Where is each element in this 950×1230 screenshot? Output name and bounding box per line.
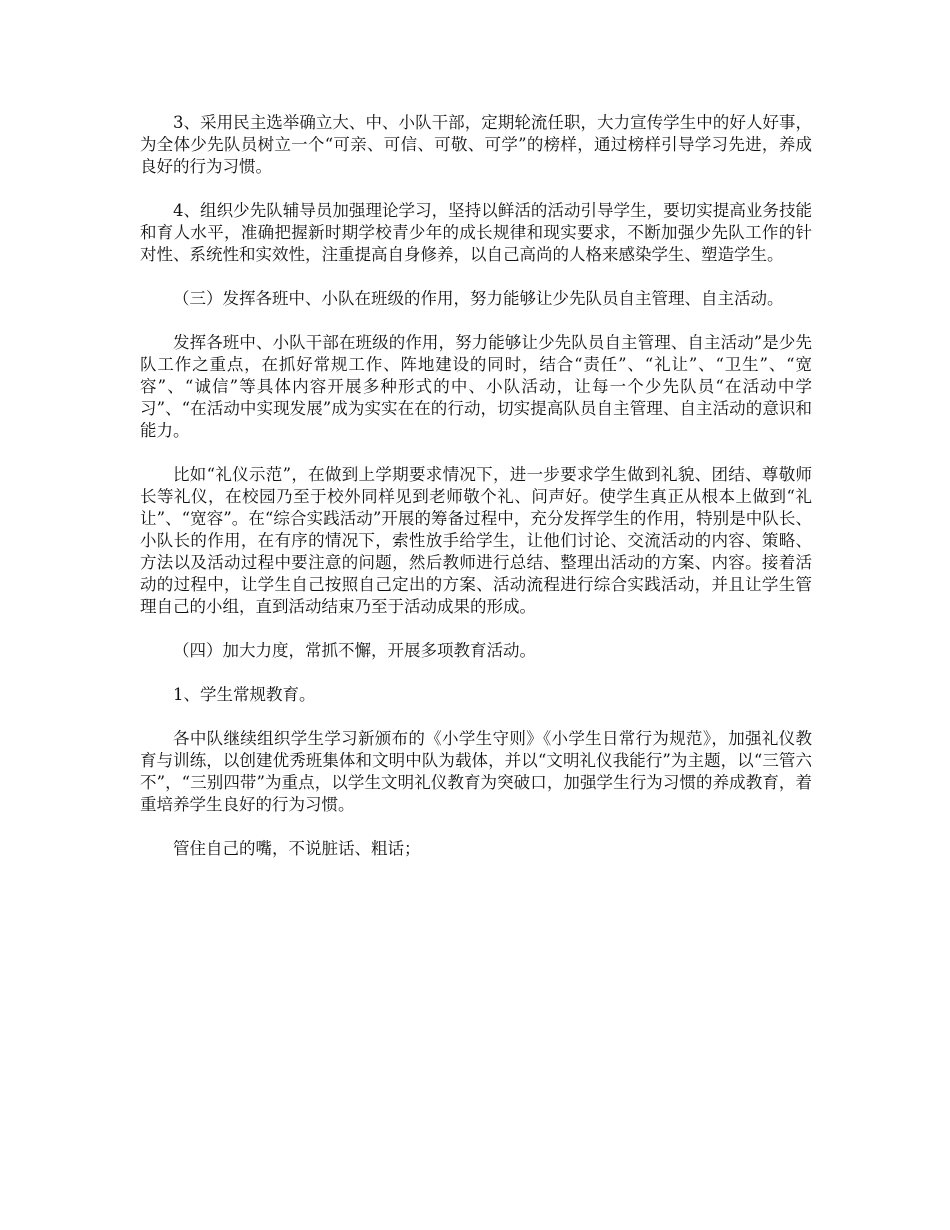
section-heading-4: （四）加大力度，常抓不懈，开展多项教育活动。 — [173, 641, 536, 660]
paragraph-item-4: 4、组织少先队辅导员加强理论学习，坚持以鲜活的活动引导学生，要切实提高业务技能和育人水平，准确把握新时期学校青少年的成长规律和现实要求，不断加强少先队工作的针对性、系统性和实效性，注重提高自身修养，以自己高尚的人格来感染学生、塑造学生。 — [140, 201, 812, 264]
paragraph-item-3: 3、采用民主选举确立大、中、小队干部，定期轮流任职，大力宣传学生中的好人好事，为全体少先队员树立一个“可亲、可信、可敬、可学”的榜样，通过榜样引导学习先进，养成良好的行为习惯。 — [140, 113, 812, 176]
paragraph-routine-education: 各中队继续组织学生学习新颁布的《小学生守则》《小学生日常行为规范》，加强礼仪教育与训练，以创建优秀班集体和文明中队为载体，并以“文明礼仪我能行”为主题，以“三管六不”，“三别四带”为重点，以学生文明礼仪教育为突破口，加强学生行为习惯的养成教育，着重培养学生良好的行为习惯。 — [140, 729, 812, 814]
subheading-routine-education: 1、学生常规教育。 — [173, 685, 316, 704]
section-heading-3: （三）发挥各班中、小队在班级的作用，努力能够让少先队员自主管理、自主活动。 — [173, 289, 784, 308]
document-body — [140, 112, 812, 882]
paragraph-mouth-rule: 管住自己的嘴，不说脏话、粗话； — [173, 839, 421, 858]
paragraph-etiquette-example: 比如“礼仪示范”，在做到上学期要求情况下，进一步要求学生做到礼貌、团结、尊敬师长等礼仪，在校园乃至于校外同样见到老师敬个礼、问声好。使学生真正从根本上做到“礼让”、“宽容”。在“综合实践活动”开展的筹备过程中，充分发挥学生的作用，特别是中队长、小队长的作用，在有序的情况下，索性放手给学生，让他们讨论、交流活动的内容、策略、方法以及活动过程中要注意的问题，然后教师进行总结、整理出活动的方案、内容。接着活动的过程中，让学生自己按照自己定出的方案、活动流程进行综合实践活动，并且让学生管理自己的小组，直到活动结束乃至于活动成果的形成。 — [140, 465, 812, 616]
paragraph-self-management: 发挥各班中、小队干部在班级的作用，努力能够让少先队员自主管理、自主活动”是少先队工作之重点，在抓好常规工作、阵地建设的同时，结合“责任”、“礼让”、“卫生”、“宽容”、“诚信”等具体内容开展多种形式的中、小队活动，让每一个少先队员“在活动中学习”、“在活动中实现发展”成为实实在在的行动，切实提高队员自主管理、自主活动的意识和能力。 — [140, 333, 812, 440]
